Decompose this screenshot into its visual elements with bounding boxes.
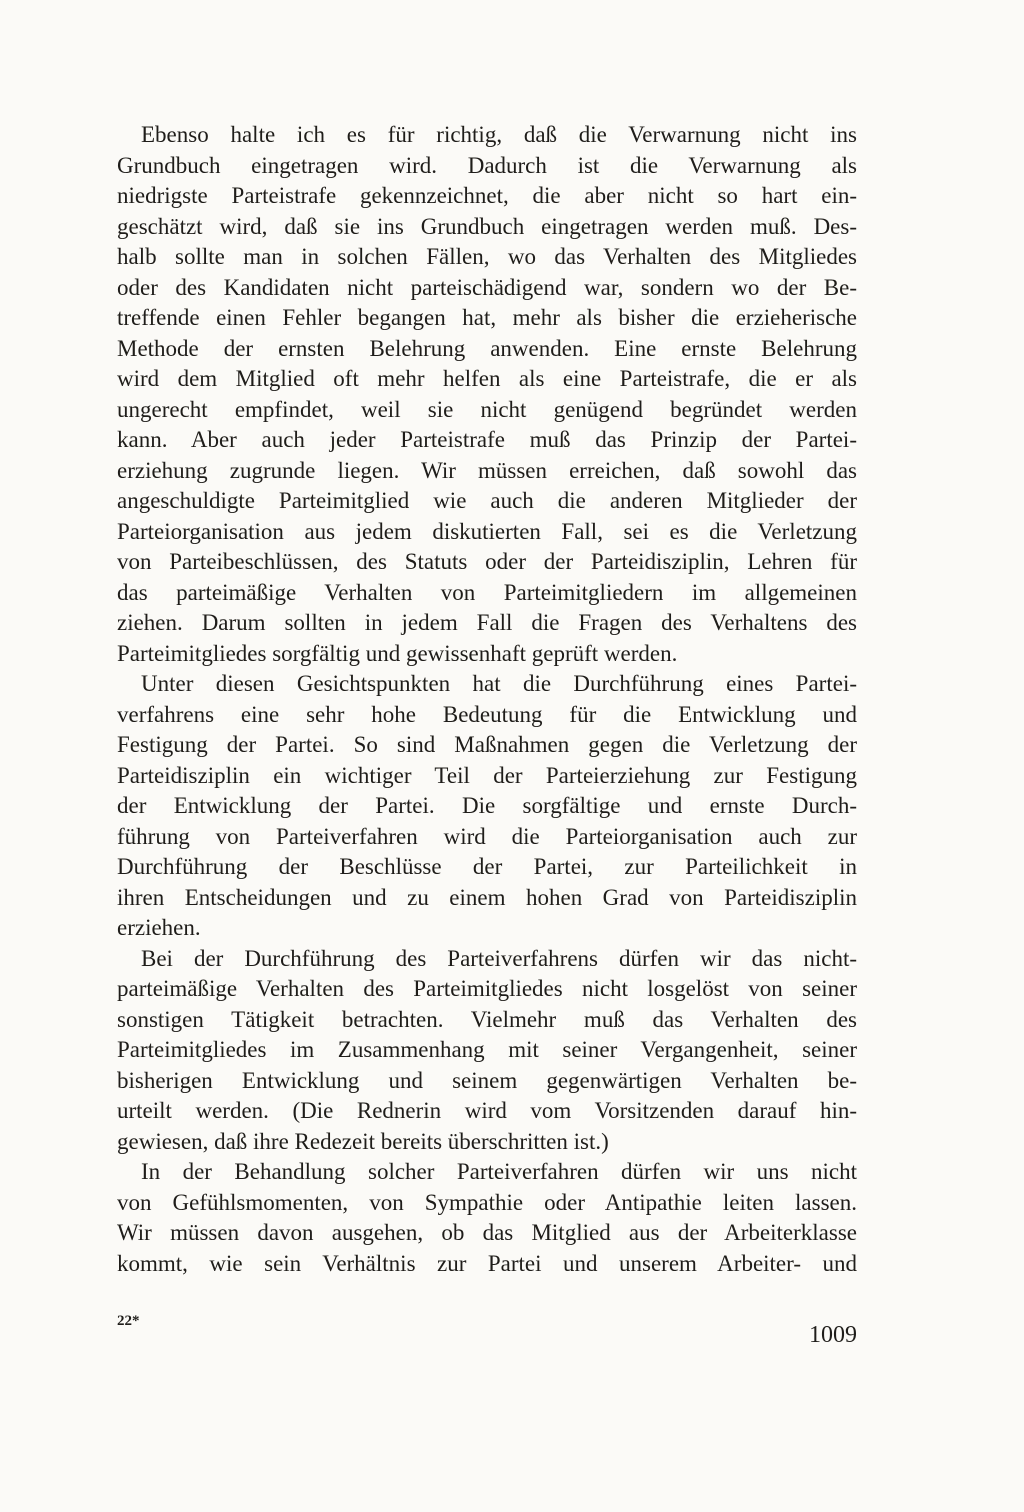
text-line: Bei der Durchführung des Parteiverfahrens dürfen wir das nicht- (141, 945, 857, 971)
text-line: geschätzt wird, daß sie ins Grundbuch eingetragen werden muß. Des- (117, 213, 857, 239)
text-line: Ebenso halte ich es für richtig, daß die Verwarnung nicht ins (141, 122, 857, 147)
text-line: Unter diesen Gesichtspunkten hat die Durchführung eines Partei- (141, 671, 857, 696)
text-line: ziehen. Darum sollten in jedem Fall die Fragen des Verhaltens des (117, 610, 857, 635)
text-line: der Entwicklung der Partei. Die sorgfältige und ernste Durch- (117, 793, 857, 818)
text-line: das parteimäßige Verhalten von Parteimitgliedern im allgemeinen (117, 579, 857, 605)
text-line: kommt, wie sein Verhältnis zur Partei und unserem Arbeiter- und (117, 1250, 857, 1276)
text-line: Durchführung der Beschlüsse der Partei, zur Parteilichkeit in (117, 854, 857, 879)
text-line: gewiesen, daß ihre Redezeit bereits überschritten ist.) (117, 1128, 609, 1154)
text-line: wird dem Mitglied oft mehr helfen als eine Parteistrafe, die er als (117, 366, 857, 391)
text-line: Grundbuch eingetragen wird. Dadurch ist die Verwarnung als (117, 152, 857, 178)
text-line: angeschuldigte Parteimitglied wie auch die anderen Mitglieder der (117, 488, 857, 513)
text-line: In der Behandlung solcher Parteiverfahren dürfen wir uns nicht (141, 1159, 857, 1184)
text-line: von Gefühlsmomenten, von Sympathie oder Antipathie leiten lassen. (117, 1189, 857, 1215)
paragraph (117, 120, 857, 669)
body-text (117, 120, 857, 1279)
text-line: Parteidisziplin ein wichtiger Teil der Parteierziehung zur Festigung (117, 762, 857, 788)
text-line: parteimäßige Verhalten des Parteimitgliedes nicht losgelöst von seiner (117, 976, 857, 1001)
text-line: Wir müssen davon ausgehen, ob das Mitglied aus der Arbeiterklasse (117, 1220, 857, 1245)
text-line: treffende einen Fehler begangen hat, mehr als bisher die erzieherische (117, 305, 857, 330)
text-line: kann. Aber auch jeder Parteistrafe muß das Prinzip der Partei- (117, 427, 857, 452)
paragraph (117, 669, 857, 944)
paragraph (117, 1157, 857, 1279)
text-line: Parteimitgliedes im Zusammenhang mit seiner Vergangenheit, seiner (117, 1037, 857, 1062)
text-line: erziehung zugrunde liegen. Wir müssen erreichen, daß sowohl das (117, 457, 857, 483)
text-line: Festigung der Partei. So sind Maßnahmen gegen die Verletzung der (117, 732, 857, 757)
text-line: halb sollte man in solchen Fällen, wo das Verhalten des Mitgliedes (117, 244, 857, 269)
page-number: 1009 (809, 1322, 857, 1348)
text-line: führung von Parteiverfahren wird die Parteiorganisation auch zur (117, 823, 857, 849)
text-line: bisherigen Entwicklung und seinem gegenwärtigen Verhalten be- (117, 1067, 857, 1093)
text-line: ungerecht empfindet, weil sie nicht genügend begründet werden (117, 396, 857, 422)
text-line: urteilt werden. (Die Rednerin wird vom Vorsitzenden darauf hin- (117, 1098, 857, 1123)
text-line: Parteimitgliedes sorgfältig und gewissenhaft geprüft werden. (117, 640, 678, 666)
text-line: niedrigste Parteistrafe gekennzeichnet, die aber nicht so hart ein- (117, 183, 857, 208)
text-line: von Parteibeschlüssen, des Statuts oder der Parteidisziplin, Lehren für (117, 549, 857, 574)
paragraph (117, 944, 857, 1158)
text-line: verfahrens eine sehr hohe Bedeutung für die Entwicklung und (117, 701, 857, 727)
text-line: oder des Kandidaten nicht parteischädigend war, sondern wo der Be- (117, 274, 857, 300)
text-line: Parteiorganisation aus jedem diskutierten Fall, sei es die Verletzung (117, 518, 857, 544)
text-line: Methode der ernsten Belehrung anwenden. Eine ernste Belehrung (117, 335, 857, 361)
text-line: erziehen. (117, 915, 201, 940)
text-line: sonstigen Tätigkeit betrachten. Vielmehr muß das Verhalten des (117, 1006, 857, 1032)
text-line: ihren Entscheidungen und zu einem hohen Grad von Parteidisziplin (117, 884, 857, 910)
signature-mark: 22* (117, 1313, 140, 1329)
